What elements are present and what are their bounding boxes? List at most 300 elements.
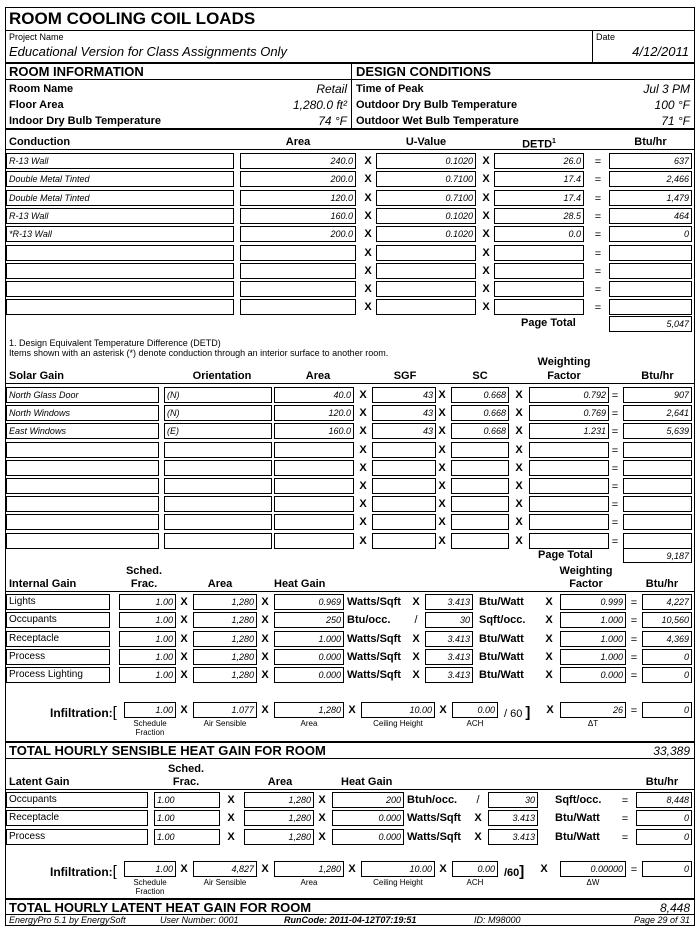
- detd-header: DETD$^1$: [522, 138, 556, 151]
- equals-sign: =: [611, 481, 619, 493]
- internal-wf-cell: 0.999: [560, 594, 626, 610]
- latent-name-cell: Process: [6, 829, 148, 845]
- solar-name-cell: [6, 460, 159, 476]
- times-sign: X: [515, 407, 523, 420]
- internal-unit2: Btu/Watt: [479, 596, 524, 608]
- internal-conv-cell: 3.413: [425, 631, 473, 647]
- solar-area-cell: 40.0: [274, 387, 354, 403]
- solar-btu-cell: [623, 496, 692, 512]
- outdoor-db: 100 °F: [654, 98, 690, 112]
- times-sign: X: [438, 516, 446, 529]
- latent-conv-cell: 30: [488, 792, 538, 808]
- internal-heat-cell: 0.000: [274, 649, 344, 665]
- conduction-btu-cell: [609, 299, 692, 315]
- conduction-header: Conduction: [9, 136, 71, 148]
- latent-btu-cell: 0: [636, 829, 692, 845]
- conduction-name-cell: *R-13 Wall: [6, 226, 234, 242]
- equals-sign: =: [611, 390, 619, 402]
- solar-sc-cell: [451, 460, 509, 476]
- times-sign: X: [438, 480, 446, 492]
- solar-wf-cell: 0.792: [529, 387, 609, 403]
- detd-footnote: 1. Design Equivalent Temperature Difference (DETD): [9, 338, 221, 348]
- floor-area: 1,280.0 ft²: [292, 98, 347, 112]
- latent-unit: Watts/Sqft: [407, 812, 461, 825]
- internal-unit2: Sqft/occ.: [479, 614, 526, 627]
- times-sign: X: [482, 264, 490, 277]
- equals-sign: =: [630, 651, 638, 664]
- internal-heat-header: Heat Gain: [274, 578, 326, 590]
- solar-sgf-cell: [372, 460, 436, 476]
- solar-sgf-cell: 43: [372, 423, 436, 439]
- total-latent-value: 8,448: [659, 901, 690, 915]
- latent-heat-cell: 0.000: [332, 829, 404, 845]
- times-sign: X: [438, 425, 446, 438]
- conduction-page-total-label: Page Total: [521, 317, 576, 329]
- total-sensible-label: TOTAL HOURLY SENSIBLE HEAT GAIN FOR ROOM: [9, 743, 326, 758]
- times-sign: X: [364, 191, 372, 204]
- latent-area-header: Area: [267, 776, 293, 788]
- conduction-detd-cell: [494, 245, 584, 261]
- latent-heat-cell: 0.000: [332, 810, 404, 826]
- internal-frac-cell: 1.00: [119, 667, 176, 683]
- latent-conv-cell: 3.413: [488, 810, 538, 826]
- internal-unit2: Btu/Watt: [479, 669, 524, 682]
- internal-wf-cell: 0.000: [560, 667, 626, 683]
- times-sign: X: [318, 812, 326, 825]
- conduction-area-cell: 120.0: [240, 190, 356, 206]
- solar-orientation-cell: (N): [164, 387, 272, 403]
- equals-sign: =: [630, 615, 638, 628]
- internal-gain-header: Internal Gain: [9, 578, 77, 590]
- room-name-label: Room Name: [9, 83, 74, 95]
- form-title: ROOM COOLING COIL LOADS: [9, 9, 256, 28]
- solar-area-cell: [274, 460, 354, 476]
- times-sign: X: [515, 389, 523, 401]
- solar-sc-cell: [451, 442, 509, 458]
- equals-sign: =: [594, 156, 602, 168]
- solar-wf-cell: [529, 478, 609, 494]
- solar-sgf-cell: [372, 533, 436, 549]
- sensible-infil-air: 1.077: [193, 702, 257, 718]
- outdoor-wb: 71 °F: [661, 114, 690, 128]
- u-value-header: U-Value: [405, 136, 447, 148]
- conduction-name-cell: [6, 299, 234, 315]
- conduction-area-cell: 240.0: [240, 153, 356, 169]
- times-sign: X: [261, 614, 269, 627]
- conduction-u-cell: 0.7100: [376, 171, 476, 187]
- times-sign: X: [261, 596, 269, 608]
- solar-sgf-cell: [372, 514, 436, 530]
- footer-id: ID: M98000: [474, 915, 521, 925]
- times-sign: X: [359, 516, 367, 529]
- times-sign: X: [180, 669, 188, 682]
- solar-area-cell: [274, 442, 354, 458]
- outdoor-db-label: Outdoor Dry Bulb Temperature: [356, 99, 518, 111]
- times-sign: X: [438, 407, 446, 420]
- internal-area-cell: 1,280: [193, 649, 257, 665]
- sensible-infil-dt: 26: [560, 702, 626, 718]
- solar-orientation-cell: (E): [164, 423, 272, 439]
- solar-sgf-cell: [372, 496, 436, 512]
- times-sign: X: [545, 632, 553, 645]
- times-sign: X: [545, 669, 553, 682]
- operator-sign: /: [414, 614, 418, 627]
- operator-sign: X: [412, 650, 420, 663]
- operator-sign: X: [412, 669, 420, 682]
- times-sign: X: [359, 461, 367, 474]
- date-value: 4/12/2011: [632, 44, 689, 59]
- conduction-u-cell: 0.7100: [376, 190, 476, 206]
- design-conditions-heading: DESIGN CONDITIONS: [356, 64, 492, 79]
- internal-wf-cell: 1.000: [560, 649, 626, 665]
- solar-gain-header: Solar Gain: [9, 370, 65, 382]
- equals-sign: =: [611, 535, 619, 548]
- internal-unit2: Btu/Watt: [479, 650, 524, 663]
- conduction-u-cell: [376, 299, 476, 315]
- times-sign: X: [482, 246, 490, 259]
- conduction-btu-cell: [609, 281, 692, 297]
- room-name: Retail: [316, 82, 347, 96]
- latent-area-cell: 1,280: [244, 829, 314, 845]
- date-label: Date: [596, 32, 616, 42]
- operator-sign: X: [412, 632, 420, 645]
- times-sign: X: [318, 830, 326, 843]
- conduction-detd-cell: 17.4: [494, 171, 584, 187]
- conduction-area-cell: [240, 245, 356, 261]
- times-sign: X: [364, 283, 372, 296]
- conduction-u-cell: 0.1020: [376, 226, 476, 242]
- solar-sgf-cell: 43: [372, 387, 436, 403]
- equals-sign: =: [611, 517, 619, 530]
- internal-wf-cell: 1.000: [560, 631, 626, 647]
- solar-area-cell: [274, 533, 354, 549]
- conduction-detd-cell: 0.0: [494, 226, 584, 242]
- solar-area-cell: [274, 514, 354, 530]
- operator-sign: X: [474, 812, 482, 825]
- operator-sign: /: [476, 794, 480, 806]
- latent-infil-btu: 0: [642, 861, 692, 877]
- solar-factor-header: Factor: [547, 370, 581, 382]
- latent-infiltration-label: Infiltration:[: [50, 863, 117, 880]
- conduction-name-cell: Double Metal Tinted: [6, 171, 234, 187]
- times-sign: X: [261, 650, 269, 663]
- internal-heat-cell: 0.000: [274, 667, 344, 683]
- latent-infil-ach: 0.00: [452, 861, 498, 877]
- times-sign: X: [261, 669, 269, 682]
- solar-area-cell: 160.0: [274, 423, 354, 439]
- internal-name-cell: Process: [6, 649, 110, 665]
- internal-name-cell: Occupants: [6, 612, 110, 628]
- internal-frac-cell: 1.00: [119, 612, 176, 628]
- equals-sign: =: [594, 247, 602, 260]
- solar-orientation-cell: [164, 442, 272, 458]
- solar-btu-cell: [623, 533, 692, 549]
- latent-infil-ceiling: 10.00: [361, 861, 435, 877]
- internal-frac-cell: 1.00: [119, 631, 176, 647]
- sc-header: SC: [472, 370, 488, 382]
- latent-frac-cell: 1.00: [154, 810, 220, 826]
- solar-name-cell: [6, 514, 159, 530]
- latent-unit2: Sqft/occ.: [555, 794, 602, 806]
- latent-infil-area: 1,280: [274, 861, 344, 877]
- times-sign: X: [515, 534, 523, 547]
- times-sign: X: [545, 650, 553, 663]
- asterisk-footnote: Items shown with an asterisk (*) denote conduction through an interior surface to another room.: [9, 348, 389, 358]
- latent-unit2: Btu/Watt: [555, 812, 600, 825]
- conduction-area-cell: 160.0: [240, 208, 356, 224]
- conduction-detd-cell: [494, 299, 584, 315]
- solar-name-cell: North Windows: [6, 405, 159, 421]
- latent-unit2: Btu/Watt: [555, 830, 600, 843]
- times-sign: X: [482, 228, 490, 241]
- equals-sign: =: [611, 408, 619, 421]
- internal-unit: Watts/Sqft: [347, 669, 401, 682]
- internal-wf-cell: 1.000: [560, 612, 626, 628]
- solar-sgf-cell: 43: [372, 405, 436, 421]
- conduction-name-cell: R-13 Wall: [6, 153, 234, 169]
- times-sign: X: [318, 794, 326, 806]
- times-sign: X: [515, 516, 523, 529]
- conduction-u-cell: [376, 281, 476, 297]
- conduction-detd-cell: [494, 281, 584, 297]
- equals-sign: =: [594, 302, 602, 315]
- latent-unit: Btuh/occ.: [407, 794, 458, 806]
- times-sign: X: [438, 461, 446, 474]
- latent-frac-header: Frac.: [172, 776, 200, 788]
- solar-page-total: 9,187: [623, 548, 692, 563]
- sensible-infil-schedule: 1.00: [124, 702, 176, 718]
- internal-area-cell: 1,280: [193, 631, 257, 647]
- internal-conv-cell: 30: [425, 612, 473, 628]
- solar-orientation-cell: [164, 460, 272, 476]
- solar-orientation-cell: [164, 514, 272, 530]
- conduction-btu-cell: 637: [609, 153, 692, 169]
- floor-area-label: Floor Area: [9, 99, 64, 111]
- internal-unit: Btu/occ.: [347, 614, 391, 627]
- solar-btu-cell: 5,639: [623, 423, 692, 439]
- time-of-peak: Jul 3 PM: [643, 82, 690, 96]
- times-sign: X: [180, 614, 188, 627]
- internal-btu-cell: 10,560: [642, 612, 692, 628]
- conduction-detd-cell: [494, 263, 584, 279]
- latent-frac-cell: 1.00: [154, 792, 220, 808]
- internal-frac-cell: 1.00: [119, 649, 176, 665]
- total-latent-label: TOTAL HOURLY LATENT HEAT GAIN FOR ROOM: [9, 900, 312, 915]
- solar-sgf-cell: [372, 478, 436, 494]
- internal-area-header: Area: [207, 578, 233, 590]
- internal-sched-header: Sched.: [125, 565, 163, 577]
- times-sign: X: [515, 443, 523, 456]
- solar-name-cell: [6, 442, 159, 458]
- conduction-detd-cell: 26.0: [494, 153, 584, 169]
- internal-btu-cell: 4,227: [642, 594, 692, 610]
- solar-wf-cell: [529, 442, 609, 458]
- times-sign: X: [359, 389, 367, 401]
- solar-sc-cell: [451, 478, 509, 494]
- times-sign: X: [482, 283, 490, 296]
- equals-sign: =: [630, 670, 638, 683]
- times-sign: X: [545, 614, 553, 627]
- internal-area-cell: 1,280: [193, 667, 257, 683]
- times-sign: X: [482, 155, 490, 167]
- times-sign: X: [438, 443, 446, 456]
- internal-area-cell: 1,280: [193, 612, 257, 628]
- solar-sc-cell: 0.668: [451, 423, 509, 439]
- solar-page-total-label: Page Total: [538, 549, 593, 561]
- conduction-btu-header: Btu/hr: [634, 136, 667, 148]
- equals-sign: =: [611, 444, 619, 457]
- latent-btu-header: Btu/hr: [645, 776, 679, 788]
- conduction-u-cell: [376, 263, 476, 279]
- footer-page: Page 29 of 31: [633, 915, 690, 925]
- conduction-u-cell: 0.1020: [376, 153, 476, 169]
- times-sign: X: [180, 632, 188, 645]
- total-sensible-value: 33,389: [653, 744, 690, 758]
- times-sign: X: [364, 155, 372, 167]
- times-sign: X: [482, 191, 490, 204]
- latent-name-cell: Receptacle: [6, 810, 148, 826]
- internal-heat-cell: 0.969: [274, 594, 344, 610]
- equals-sign: =: [594, 284, 602, 297]
- solar-wf-cell: [529, 496, 609, 512]
- latent-gain-header: Latent Gain: [9, 776, 70, 788]
- indoor-db: 74 °F: [318, 114, 347, 128]
- times-sign: X: [482, 209, 490, 222]
- conduction-btu-cell: [609, 263, 692, 279]
- solar-wf-cell: [529, 514, 609, 530]
- solar-orientation-cell: [164, 478, 272, 494]
- solar-btu-header: Btu/hr: [641, 370, 674, 382]
- times-sign: X: [359, 480, 367, 492]
- conduction-name-cell: R-13 Wall: [6, 208, 234, 224]
- times-sign: X: [364, 173, 372, 186]
- solar-sc-cell: 0.668: [451, 405, 509, 421]
- equals-sign: =: [611, 499, 619, 512]
- equals-sign: =: [621, 831, 629, 844]
- sensible-infil-div: / 60 ]: [504, 704, 531, 721]
- times-sign: X: [227, 794, 235, 806]
- latent-area-cell: 1,280: [244, 792, 314, 808]
- conduction-btu-cell: 464: [609, 208, 692, 224]
- room-info-heading: ROOM INFORMATION: [9, 64, 144, 79]
- conduction-name-cell: [6, 281, 234, 297]
- solar-name-cell: [6, 496, 159, 512]
- times-sign: X: [515, 498, 523, 511]
- solar-sc-cell: 0.668: [451, 387, 509, 403]
- internal-btu-cell: 4,369: [642, 631, 692, 647]
- latent-infil-div: /60]: [504, 863, 525, 880]
- conduction-area-cell: [240, 263, 356, 279]
- times-sign: X: [364, 209, 372, 222]
- times-sign: X: [545, 596, 553, 608]
- solar-btu-cell: [623, 514, 692, 530]
- sensible-infil-ceiling: 10.00: [361, 702, 435, 718]
- conduction-area-cell: 200.0: [240, 171, 356, 187]
- solar-btu-cell: 2,641: [623, 405, 692, 421]
- internal-name-cell: Receptacle: [6, 631, 110, 647]
- times-sign: X: [364, 264, 372, 277]
- internal-factor-header: Factor: [569, 578, 603, 590]
- indoor-db-label: Indoor Dry Bulb Temperature: [9, 115, 161, 127]
- project-name: Educational Version for Class Assignments Only: [9, 44, 287, 59]
- internal-frac-cell: 1.00: [119, 594, 176, 610]
- solar-btu-cell: [623, 442, 692, 458]
- times-sign: X: [515, 480, 523, 492]
- solar-name-cell: East Windows: [6, 423, 159, 439]
- latent-sched-header: Sched.: [167, 763, 205, 775]
- internal-unit: Watts/Sqft: [347, 632, 401, 645]
- solar-sc-cell: [451, 496, 509, 512]
- solar-btu-cell: [623, 460, 692, 476]
- conduction-btu-cell: 0: [609, 226, 692, 242]
- latent-infil-air: 4,827: [193, 861, 257, 877]
- solar-wf-cell: [529, 460, 609, 476]
- conduction-area-cell: [240, 299, 356, 315]
- internal-heat-cell: 1.000: [274, 631, 344, 647]
- conduction-btu-cell: [609, 245, 692, 261]
- solar-orientation-cell: [164, 533, 272, 549]
- internal-name-cell: Process Lighting: [6, 667, 110, 683]
- times-sign: X: [180, 650, 188, 663]
- latent-infil-schedule: 1.00: [124, 861, 176, 877]
- internal-unit2: Btu/Watt: [479, 632, 524, 645]
- latent-conv-cell: 3.413: [488, 829, 538, 845]
- times-sign: X: [227, 830, 235, 843]
- times-sign: X: [438, 534, 446, 547]
- equals-sign: =: [611, 426, 619, 439]
- times-sign: X: [364, 246, 372, 259]
- latent-btu-cell: 8,448: [636, 792, 692, 808]
- internal-btu-header: Btu/hr: [645, 578, 679, 590]
- equals-sign: =: [594, 210, 602, 223]
- conduction-detd-cell: 17.4: [494, 190, 584, 206]
- solar-area-cell: [274, 478, 354, 494]
- equals-sign: =: [630, 597, 638, 609]
- equals-sign: =: [630, 633, 638, 646]
- time-of-peak-label: Time of Peak: [356, 83, 424, 95]
- solar-area-cell: 120.0: [274, 405, 354, 421]
- latent-name-cell: Occupants: [6, 792, 148, 808]
- latent-frac-cell: 1.00: [154, 829, 220, 845]
- latent-infil-dw: 0.00000: [560, 861, 626, 877]
- conduction-area-cell: 200.0: [240, 226, 356, 242]
- solar-wf-cell: 1.231: [529, 423, 609, 439]
- times-sign: X: [261, 632, 269, 645]
- solar-weighting-header: Weighting: [537, 356, 591, 368]
- internal-unit: Watts/Sqft: [347, 650, 401, 663]
- conduction-name-cell: Double Metal Tinted: [6, 190, 234, 206]
- conduction-btu-cell: 2,466: [609, 171, 692, 187]
- sensible-infil-area: 1,280: [274, 702, 344, 718]
- times-sign: X: [359, 498, 367, 511]
- times-sign: X: [359, 534, 367, 547]
- internal-area-cell: 1,280: [193, 594, 257, 610]
- solar-sgf-cell: [372, 442, 436, 458]
- solar-area-cell: [274, 496, 354, 512]
- internal-btu-cell: 0: [642, 649, 692, 665]
- times-sign: X: [482, 301, 490, 314]
- times-sign: X: [359, 443, 367, 456]
- sgf-header: SGF: [393, 370, 417, 382]
- sensible-infil-btu: 0: [642, 702, 692, 718]
- equals-sign: =: [594, 174, 602, 187]
- equals-sign: =: [611, 462, 619, 475]
- times-sign: X: [438, 498, 446, 511]
- solar-orientation-cell: [164, 496, 272, 512]
- conduction-name-cell: [6, 263, 234, 279]
- internal-btu-cell: 0: [642, 667, 692, 683]
- equals-sign: =: [594, 229, 602, 242]
